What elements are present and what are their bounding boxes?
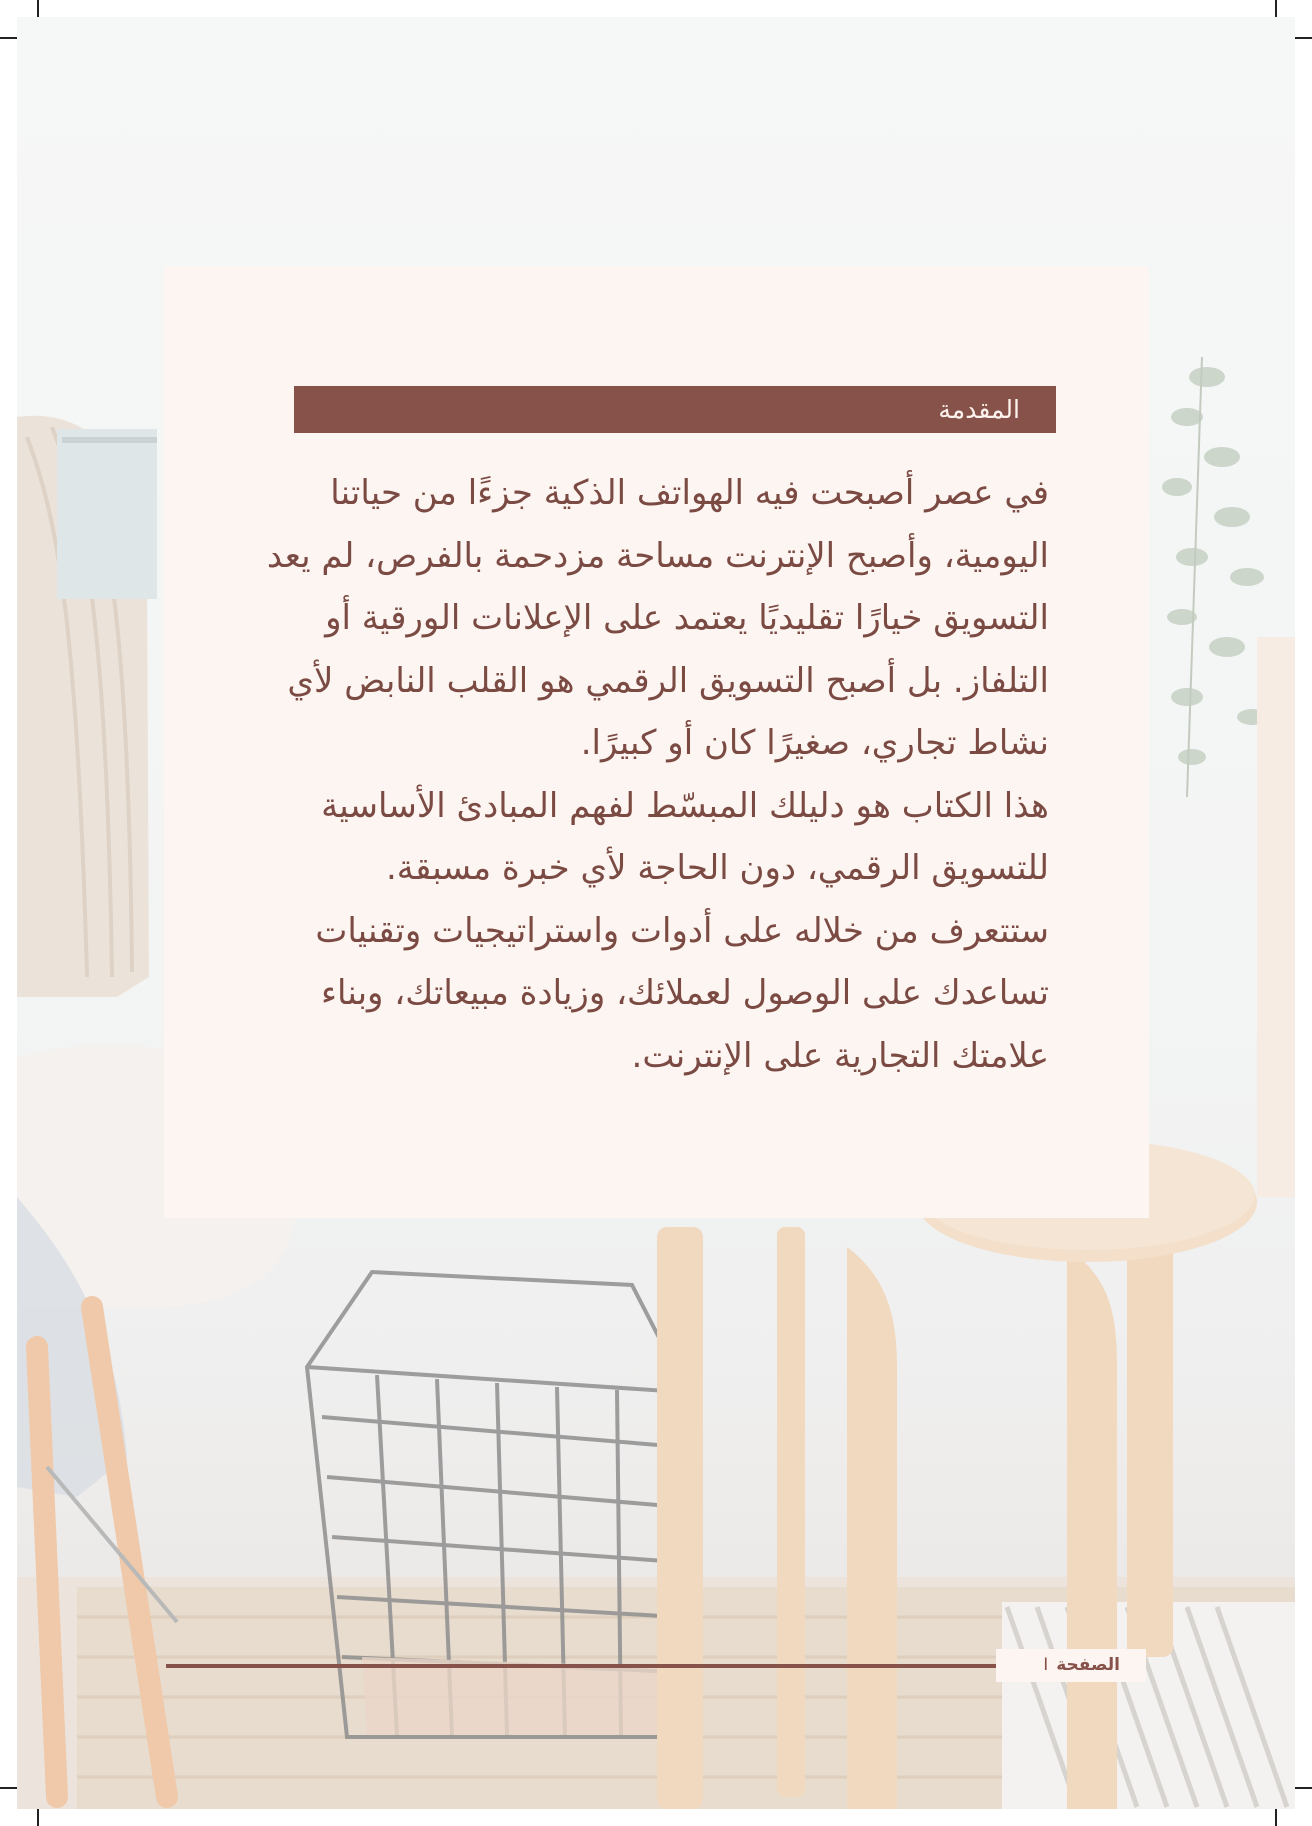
crop-mark [1275, 1809, 1277, 1826]
paragraph: هذا الكتاب هو دليلك المبسّط لفهم المبادئ الأساسية للتسويق الرقمي، دون الحاجة لأي خبرة مسبقة. ستتعرف من خلاله على أدوات واستراتيجيات وتقنيات تساعدك على الوصول لعملائك، وزيادة مبيعاتك، وبناء علامتك التجارية على الإنترنت. [315, 785, 1049, 1076]
paragraph: في عصر أصبحت فيه الهواتف الذكية جزءًا من حياتنا اليومية، وأصبح الإنترنت مساحة مزدحمة بالفرص، لم يعد التسويق خيارًا تقليديًا يعتمد على الإعلانات الورقية أو التلفاز. بل أصبح التسويق الرقمي هو القلب النابض لأي نشاط تجاري، صغيرًا كان أو كبيرًا. [266, 473, 1049, 763]
page-label: الصفحة [1056, 1655, 1120, 1675]
crop-mark [0, 37, 17, 39]
crop-mark [1295, 1787, 1312, 1789]
page-number-box [996, 1649, 1146, 1682]
page-separator: I [1043, 1655, 1049, 1675]
section-heading: المقدمة [938, 395, 1020, 424]
footer-rule [166, 1664, 998, 1668]
crop-mark [1295, 37, 1312, 39]
crop-mark [37, 0, 39, 17]
crop-mark [1275, 0, 1277, 17]
body-text [259, 462, 1049, 1087]
crop-mark [37, 1809, 39, 1826]
content-card [164, 266, 1149, 1218]
crop-mark [0, 1787, 17, 1789]
section-heading-bar [294, 386, 1056, 433]
